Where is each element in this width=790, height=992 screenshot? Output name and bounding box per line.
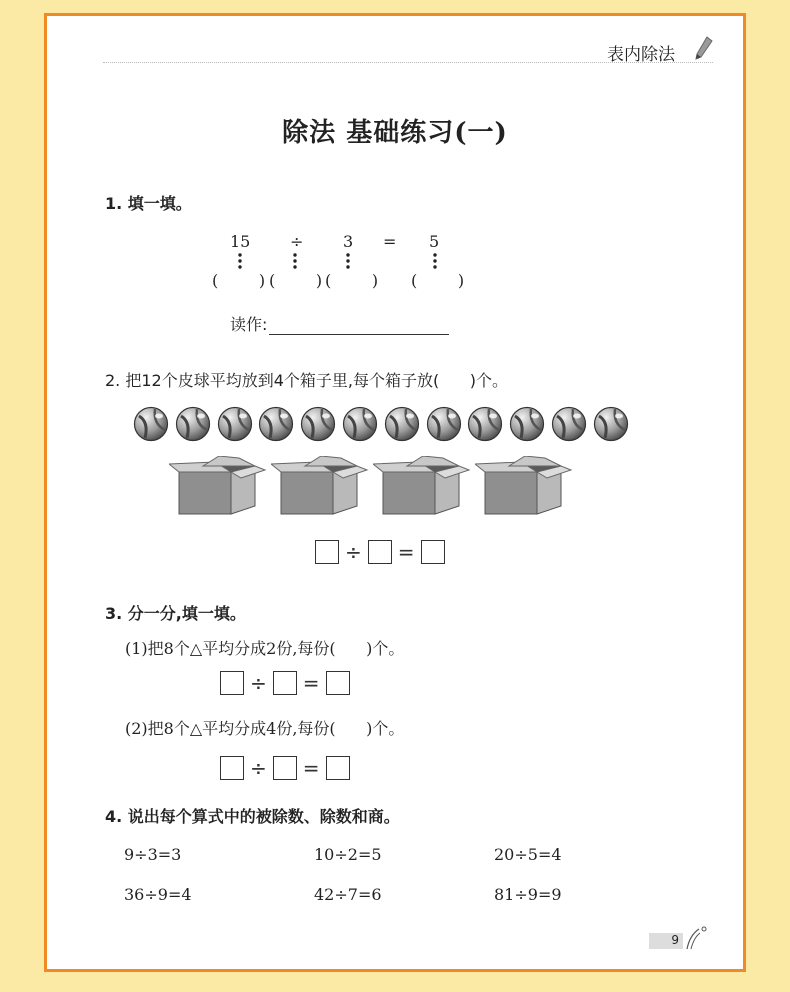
ball-icon (217, 406, 253, 442)
q3-sub1-div-sign: ÷ (250, 671, 267, 695)
q1-quotient: 5 (429, 232, 440, 251)
q1-dots-dividend (237, 252, 243, 270)
q2-dividend-box[interactable] (315, 540, 339, 564)
q1-blank-1[interactable]: ( ) (212, 271, 266, 290)
q2-equation (315, 540, 445, 564)
q3-sub1-quotient-box[interactable] (326, 671, 350, 695)
q3-sub1-dividend-box[interactable] (220, 671, 244, 695)
box-icon (169, 456, 267, 516)
q3-sub2-divisor-box[interactable] (273, 756, 297, 780)
q2-divisor-box[interactable] (368, 540, 392, 564)
ball-icon (175, 406, 211, 442)
q1-dividend: 15 (230, 232, 251, 251)
question-3-label: 3. 分一分,填一填。 (105, 604, 246, 623)
balls-row (133, 406, 629, 442)
box-icon (271, 456, 369, 516)
q2-div-sign: ÷ (345, 540, 362, 564)
q2-quotient-box[interactable] (421, 540, 445, 564)
ball-icon (593, 406, 629, 442)
q1-read-label: 读作: (230, 315, 268, 334)
q1-blank-3[interactable]: ( ) (325, 271, 379, 290)
q4-equation-1: 9÷3=3 (124, 845, 182, 864)
page-frame (44, 13, 746, 972)
ball-icon (509, 406, 545, 442)
q1-read-answer-line[interactable] (269, 333, 449, 335)
q4-equation-5: 42÷7=6 (314, 885, 382, 904)
question-2-label: 2. 把12个皮球平均放到4个箱子里,每个箱子放( )个。 (105, 371, 508, 390)
q3-sub1-divisor-box[interactable] (273, 671, 297, 695)
q1-dots-quotient (432, 252, 438, 270)
ball-icon (384, 406, 420, 442)
q4-equation-4: 36÷9=4 (124, 885, 192, 904)
q1-blank-2[interactable]: ( ) (269, 271, 323, 290)
q3-sub2-equation (220, 756, 350, 780)
q1-divisor: 3 (343, 232, 354, 251)
q4-equation-6: 81÷9=9 (494, 885, 562, 904)
q3-sub1-eq-sign: = (302, 671, 320, 695)
ball-icon (258, 406, 294, 442)
boxes-row (169, 456, 573, 516)
q3-sub2-dividend-box[interactable] (220, 756, 244, 780)
q4-equation-3: 20÷5=4 (494, 845, 562, 864)
q1-blank-4[interactable]: ( ) (411, 271, 465, 290)
box-icon (373, 456, 471, 516)
page-number: 9 (649, 933, 683, 949)
ball-icon (551, 406, 587, 442)
q3-sub2-label: (2)把8个△平均分成4份,每份( )个。 (125, 719, 405, 738)
q1-dots-sign (292, 252, 298, 270)
q3-sub2-div-sign: ÷ (250, 756, 267, 780)
q4-equation-2: 10÷2=5 (314, 845, 382, 864)
ball-icon (426, 406, 462, 442)
ball-icon (133, 406, 169, 442)
q1-div-sign: ÷ (290, 232, 304, 251)
q1-dots-divisor (345, 252, 351, 270)
q2-eq-sign: = (397, 540, 415, 564)
pencil-icon (693, 35, 713, 63)
q3-sub1-label: (1)把8个△平均分成2份,每份( )个。 (125, 639, 405, 658)
ball-icon (342, 406, 378, 442)
q3-sub2-eq-sign: = (302, 756, 320, 780)
pen-nib-icon (683, 925, 711, 951)
question-1-label: 1. 填一填。 (105, 194, 192, 213)
box-icon (475, 456, 573, 516)
q1-read-row (230, 312, 449, 335)
page-title: 除法 基础练习(一) (282, 118, 508, 148)
ball-icon (467, 406, 503, 442)
header-divider (103, 62, 713, 63)
q3-sub1-equation (220, 671, 350, 695)
question-4-label: 4. 说出每个算式中的被除数、除数和商。 (105, 807, 400, 826)
header-title: 表内除法 (607, 45, 675, 65)
q1-equals: = (383, 232, 397, 251)
q3-sub2-quotient-box[interactable] (326, 756, 350, 780)
ball-icon (300, 406, 336, 442)
